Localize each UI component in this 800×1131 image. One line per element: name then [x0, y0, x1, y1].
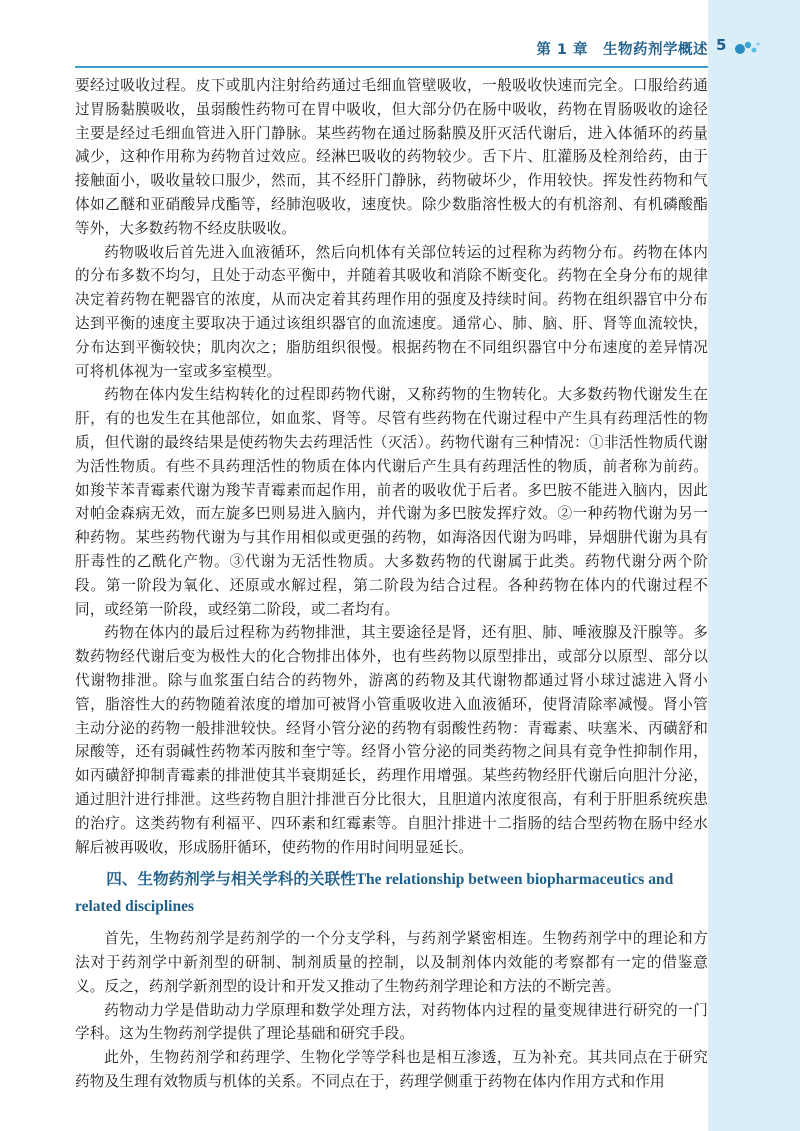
section-heading-en: The relationship between biopharmaceutics and related disciplines: [75, 871, 674, 916]
page-body: [75, 74, 708, 1094]
paragraph-absorption: 要经过吸收过程。皮下或肌内注射给药通过毛细血管壁吸收，一般吸收快速而完全。口服给药通过胃肠黏膜吸收，虽弱酸性药物可在胃中吸收，但大部分仍在肠中吸收，药物在胃肠吸收的途径主要是经过毛细血管进入肝门静脉。某些药物在通过肠黏膜及肝灭活代谢后，进入体循环的药量减少，这种作用称为药物首过效应。经淋巴吸收的药物较少。舌下片、肛灌肠及栓剂给药，由于接触面小，吸收量较口服少，然而，其不经肝门静脉，药物破坏少，作用较快。挥发性药物和气体如乙醚和亚硝酸异戊酯等，经肺泡吸收，速度快。除少数脂溶性极大的有机溶剂、有机磷酸酯等外，大多数药物不经皮肤吸收。: [75, 77, 708, 237]
paragraph-distribution: 药物吸收后首先进入血液循环，然后向机体有关部位转运的过程称为药物分布。药物在体内的分布多数不均匀，且处于动态平衡中，并随着其吸收和消除不断变化。药物在全身分布的规律决定着药物在靶器官的浓度，从而决定着其药理作用的强度及持续时间。药物在组织器官中分布达到平衡的速度主要取决于通过该组织器官的血流速度。通常心、肺、脑、肝、肾等血流较快，分布达到平衡较快；肌肉次之；脂肪组织很慢。根据药物在不同组织器官中分布速度的差异情况可将机体视为一室或多室模型。: [75, 243, 708, 380]
section-heading: [75, 866, 708, 920]
paragraph-metabolism: 药物在体内发生结构转化的过程即药物代谢，又称药物的生物转化。大多数药物代谢发生在肝，有的也发生在其他部位，如血浆、肾等。尽管有些药物在代谢过程中产生具有药理活性的物质，但代谢的最终结果是使药物失去药理活性（灭活）。药物代谢有三种情况：①非活性物质代谢为活性物质。有些不具药理活性的物质在体内代谢后产生具有药理活性的物质，前者称为前药。如羧苄苯青霉素代谢为羧苄青霉素而起作用，前者的吸收优于后者。多巴胺不能进入脑内，因此对帕金森病无效，而左旋多巴则易进入脑内，并代谢为多巴胺发挥疗效。②一种药物代谢为另一种药物。某些药物代谢为与其作用相似或更强的药物，如海洛因代谢为吗啡，异烟肼代谢为具有肝毒性的乙酰化产物。③代谢为无活性物质。大多数药物的代谢属于此类。药物代谢分两个阶段。第一阶段为氧化、还原或水解过程，第二阶段为结合过程。各种药物在体内的代谢过程不同，或经第一阶段，或经第二阶段，或二者均有。: [75, 386, 708, 618]
paragraph-pharmaceutics-relation: 首先，生物药剂学是药剂学的一个分支学科，与药剂学紧密相连。生物药剂学中的理论和方法对于药剂学中新剂型的研制、制剂质量的控制，以及制剂体内效能的考察都有一定的借鉴意义。反之，药剂学新剂型的设计和开发又推动了生物药剂学理论和方法的不断完善。: [75, 930, 708, 995]
section-heading-cn: 四、生物药剂学与相关学科的关联性: [106, 869, 356, 889]
droplet-logo-icon: [732, 36, 762, 58]
paragraph-pharmacokinetics-relation: 药物动力学是借助动力学原理和数学处理方法，对药物体内过程的量变规律进行研究的一门学科。这为生物药剂学提供了理论基础和研究手段。: [75, 1001, 708, 1043]
paragraph-excretion: 药物在体内的最后过程称为药物排泄，其主要途径是肾，还有胆、肺、唾液腺及汗腺等。多数药物经代谢后变为极性大的化合物排出体外，也有些药物以原型排出，或部分以原型、部分以代谢物排泄。除与血浆蛋白结合的药物外，游离的药物及其代谢物都通过肾小球过滤进入肾小管，脂溶性大的药物随着浓度的增加可被肾小管重吸收进入血液循环，使肾清除率减慢。肾小管主动分泌的药物一般排泄较快。经肾小管分泌的药物有弱酸性药物：青霉素、呋塞米、丙磺舒和尿酸等，还有弱碱性药物苯丙胺和奎宁等。经肾小管分泌的同类药物之间具有竞争性抑制作用，如丙磺舒抑制青霉素的排泄使其半衰期延长，药理作用增强。某些药物经肝代谢后向胆汁分泌，通过胆汁进行排泄。这些药物自胆汁排泄百分比很大，且胆道内浓度很高，有利于肝胆系统疾患的治疗。这类药物有利福平、四环素和红霉素等。自胆汁排进十二指肠的结合型药物在肠中经水解后被再吸收，形成肠肝循环，使药物的作用时间明显延长。: [75, 624, 708, 856]
page-number: 5: [716, 36, 727, 54]
header-rule: [75, 66, 708, 68]
page-side-band: [708, 0, 800, 1131]
chapter-header: 第 1 章 生物药剂学概述: [536, 42, 708, 58]
paragraph-pharmacology-relation: 此外，生物药剂学和药理学、生物化学等学科也是相互渗透，互为补充。其共同点在于研究药物及生理有效物质与机体的关系。不同点在于，药理学侧重于药物在体内作用方式和作用: [75, 1049, 708, 1091]
